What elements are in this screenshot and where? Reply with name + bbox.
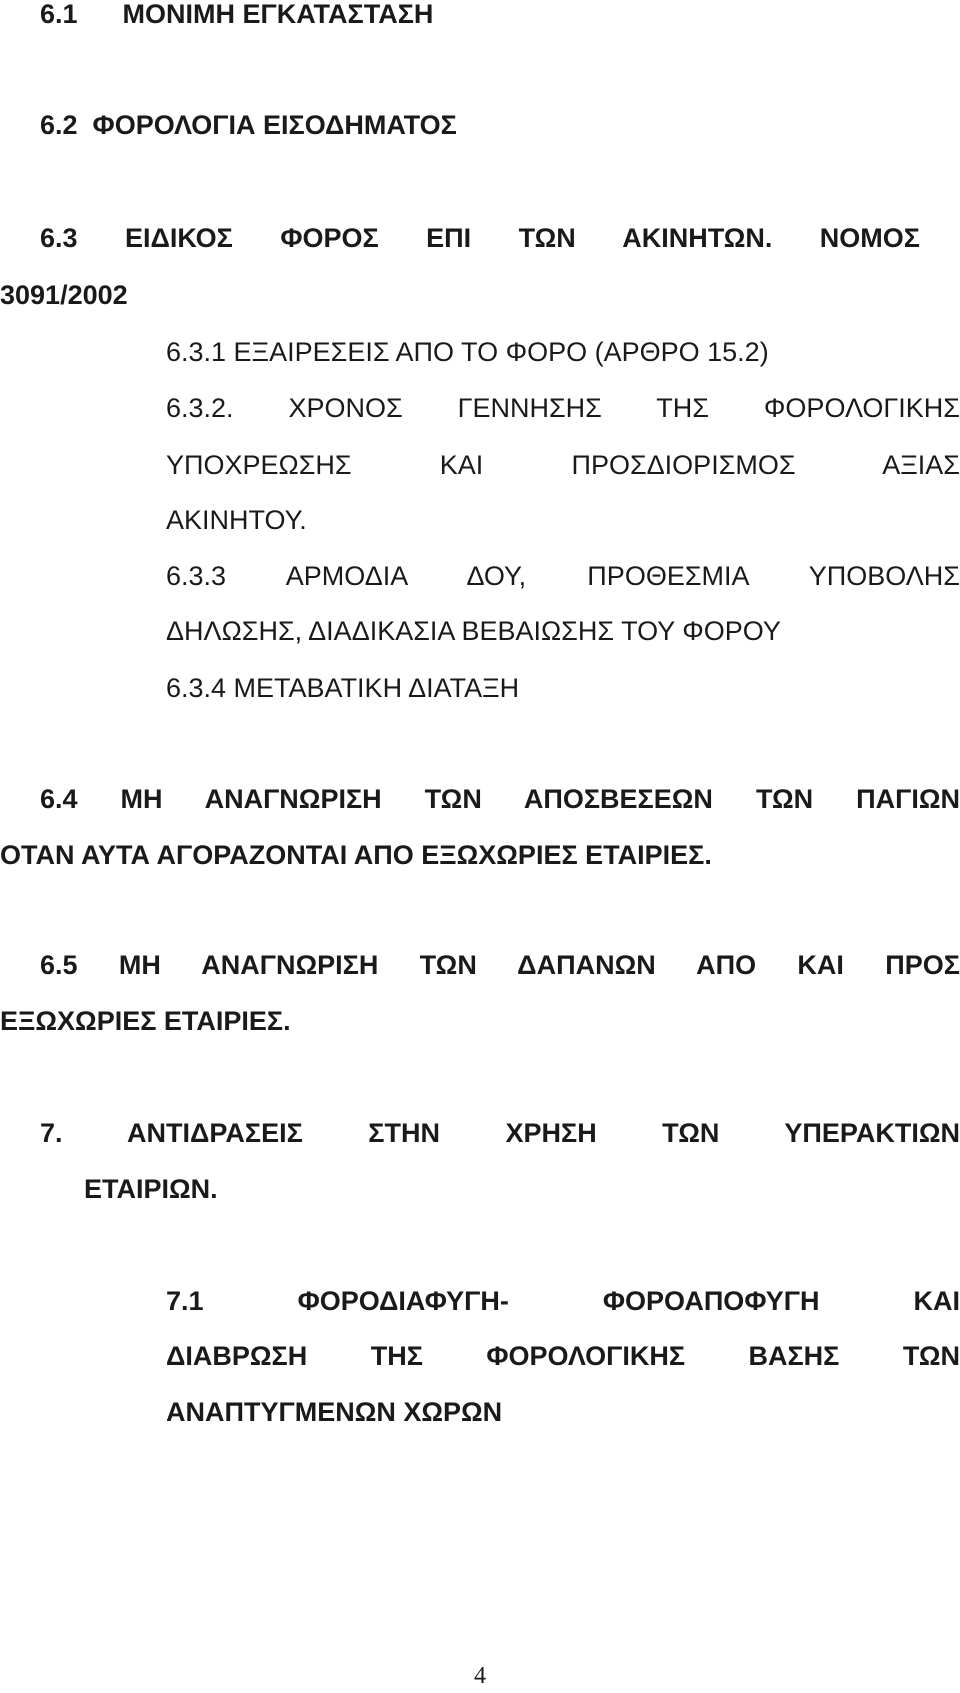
toc-6-3-3-line1: 6.3.3 ΑΡΜΟΔΙΑ ΔΟΥ, ΠΡΟΘΕΣΜΙΑ ΥΠΟΒΟΛΗΣ [166, 561, 960, 591]
toc-6-2: 6.2 ΦΟΡΟΛΟΓΙΑ ΕΙΣΟΔΗΜΑΤΟΣ [40, 110, 457, 140]
toc-6-3-4: 6.3.4 ΜΕΤΑΒΑΤΙΚΗ ΔΙΑΤΑΞΗ [166, 673, 520, 703]
toc-7-line1: 7. ΑΝΤΙΔΡΑΣΕΙΣ ΣΤΗΝ ΧΡΗΣΗ ΤΩΝ ΥΠΕΡΑΚΤΙΩΝ [40, 1118, 960, 1148]
toc-6-4-line1: 6.4 ΜΗ ΑΝΑΓΝΩΡΙΣΗ ΤΩΝ ΑΠΟΣΒΕΣΕΩΝ ΤΩΝ ΠΑΓΙΩΝ [40, 784, 960, 814]
toc-7-line2: ΕΤΑΙΡΙΩΝ. [84, 1174, 218, 1204]
toc-6-5-line1: 6.5 ΜΗ ΑΝΑΓΝΩΡΙΣΗ ΤΩΝ ΔΑΠΑΝΩΝ ΑΠΟ ΚΑΙ ΠΡΟΣ [40, 950, 960, 980]
toc-6-3-2-line3: ΑΚΙΝΗΤΟΥ. [166, 505, 307, 535]
toc-6-5-line2: ΕΞΩΧΩΡΙΕΣ ΕΤΑΙΡΙΕΣ. [0, 1006, 291, 1036]
toc-7-1-line2: ΔΙΑΒΡΩΣΗ ΤΗΣ ΦΟΡΟΛΟΓΙΚΗΣ ΒΑΣΗΣ ΤΩΝ [166, 1341, 960, 1371]
toc-6-3-line2: 3091/2002 [0, 280, 128, 310]
toc-6-4-line2: ΟΤΑΝ ΑΥΤΑ ΑΓΟΡΑΖΟΝΤΑΙ ΑΠΟ ΕΞΩΧΩΡΙΕΣ ΕΤΑΙΡΙΕΣ. [0, 840, 712, 870]
toc-6-1: 6.1 ΜΟΝΙΜΗ ΕΓΚΑΤΑΣΤΑΣΗ [40, 0, 434, 29]
page-number: 4 [474, 1663, 486, 1689]
toc-6-3-1: 6.3.1 ΕΞΑΙΡΕΣΕΙΣ ΑΠΟ ΤΟ ΦΟΡΟ (ΑΡΘΡΟ 15.2) [166, 337, 769, 367]
toc-7-1-line1: 7.1 ΦΟΡΟΔΙΑΦΥΓΗ- ΦΟΡΟΑΠΟΦΥΓΗ ΚΑΙ [166, 1286, 960, 1316]
toc-6-3-2-line1: 6.3.2. ΧΡΟΝΟΣ ΓΕΝΝΗΣΗΣ ΤΗΣ ΦΟΡΟΛΟΓΙΚΗΣ [166, 393, 960, 423]
toc-6-3-3-line2: ΔΗΛΩΣΗΣ, ΔΙΑΔΙΚΑΣΙΑ ΒΕΒΑΙΩΣΗΣ ΤΟΥ ΦΟΡΟΥ [166, 616, 781, 646]
toc-6-3-line1: 6.3 ΕΙΔΙΚΟΣ ΦΟΡΟΣ ΕΠΙ ΤΩΝ ΑΚΙΝΗΤΩΝ. ΝΟΜΟΣ [40, 223, 920, 253]
toc-6-3-2-line2: ΥΠΟΧΡΕΩΣΗΣ ΚΑΙ ΠΡΟΣΔΙΟΡΙΣΜΟΣ ΑΞΙΑΣ [166, 450, 960, 480]
toc-7-1-line3: ΑΝΑΠΤΥΓΜΕΝΩΝ ΧΩΡΩΝ [166, 1397, 503, 1427]
